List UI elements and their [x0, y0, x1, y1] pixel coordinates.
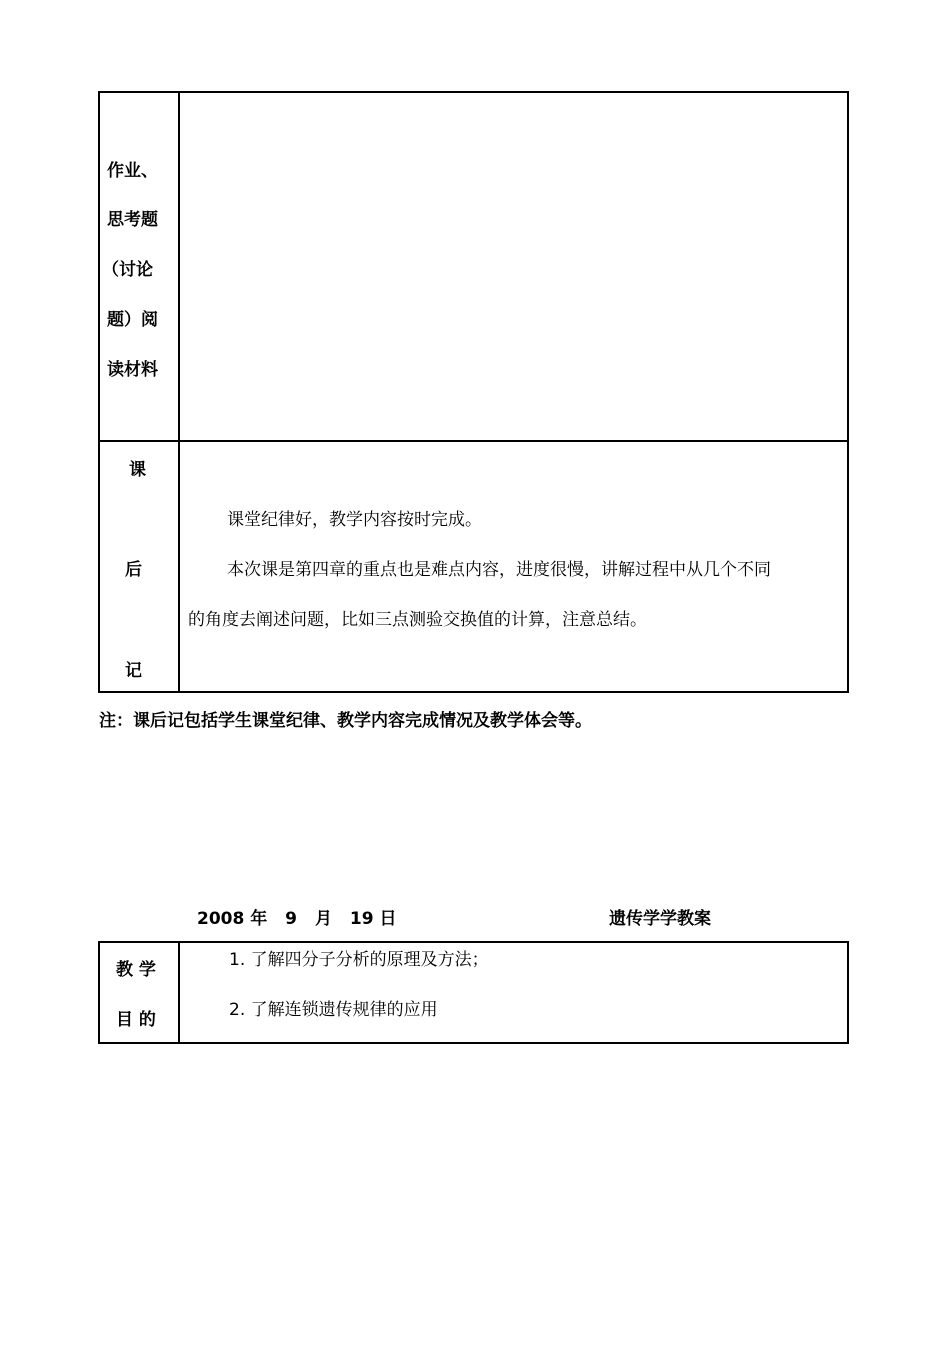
homework-label-line: 思考题	[107, 210, 158, 230]
postclass-label-char: 后	[125, 560, 142, 580]
date-month-unit: 月	[314, 909, 332, 929]
objective-item: 2. 了解连锁遗传规律的应用	[229, 1000, 438, 1020]
row-divider	[100, 440, 847, 442]
homework-content	[180, 93, 847, 440]
date-line	[197, 909, 396, 929]
postclass-paragraph: 课堂纪律好，教学内容按时完成。	[227, 510, 482, 530]
objectives-table	[98, 941, 849, 1044]
footnote: 注：课后记包括学生课堂纪律、教学内容完成情况及教学体会等。	[99, 711, 592, 731]
homework-label-line: 读材料	[107, 360, 158, 380]
column-divider	[178, 943, 180, 1042]
postclass-label-char: 记	[125, 661, 142, 681]
homework-label-line: （讨论	[102, 260, 153, 280]
lesson-table	[98, 91, 849, 693]
postclass-paragraph: 本次课是第四章的重点也是难点内容，进度很慢，讲解过程中从几个不同	[227, 560, 771, 580]
homework-label-line: 作业、	[107, 161, 158, 181]
objectives-label-line: 教 学	[116, 960, 156, 980]
date-year-unit: 年	[250, 909, 268, 929]
postclass-label-char: 课	[129, 460, 146, 480]
date-year: 2008	[197, 909, 245, 929]
date-month: 9	[285, 909, 298, 929]
document-title: 遗传学学教案	[609, 909, 711, 929]
objective-item: 1. 了解四分子分析的原理及方法；	[229, 950, 489, 970]
date-day: 19	[349, 909, 374, 929]
objectives-label-line: 目 的	[116, 1010, 156, 1030]
postclass-paragraph: 的角度去阐述问题，比如三点测验交换值的计算，注意总结。	[188, 610, 647, 630]
date-day-unit: 日	[379, 909, 397, 929]
homework-label-line: 题）阅	[107, 310, 158, 330]
